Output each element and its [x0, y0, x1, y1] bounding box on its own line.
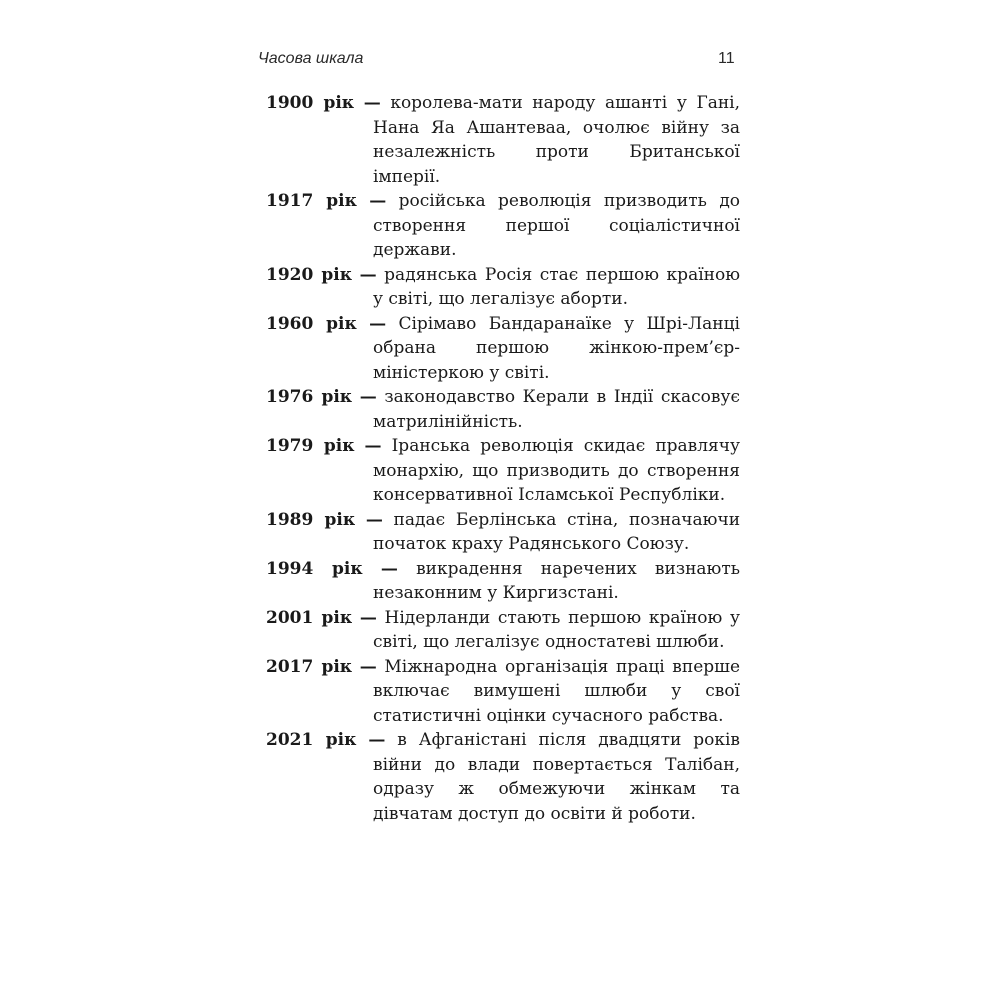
timeline-text: падає Берлінська стіна, позначаючи початок краху Радянського Союзу. — [373, 509, 741, 554]
timeline-year: 2001 рік — [266, 607, 353, 628]
timeline-year: 2021 рік — [266, 730, 357, 750]
running-head: Часова шкала — [258, 50, 364, 67]
timeline-year: 1917 рік — [266, 191, 357, 211]
timeline-dash: — — [369, 313, 387, 334]
timeline-entry — [266, 655, 740, 729]
timeline-text: викрадення наречених визнають незаконним у Киргизстані. — [373, 558, 741, 603]
timeline-text: російська революція призводить до створення першої соціалістичної держави. — [373, 191, 741, 260]
timeline-text: Нідерланди стають першою країною у світі, що легалізує одностатеві шлюби. — [373, 607, 741, 652]
timeline-dash: — — [369, 191, 387, 211]
timeline-entry — [266, 434, 740, 508]
timeline-entry — [266, 728, 740, 826]
timeline-year: 1976 рік — [266, 387, 353, 407]
timeline-dash: — — [359, 264, 377, 285]
timeline-entry — [266, 606, 740, 655]
timeline-entry — [266, 385, 740, 434]
timeline-year: 2017 рік — [266, 656, 353, 677]
timeline-year: 1900 рік — [266, 93, 355, 113]
timeline-text: радянська Росія стає першою країною у світі, що легалізує аборти. — [373, 264, 741, 309]
timeline-dash: — — [364, 436, 382, 456]
timeline-dash: — — [380, 558, 398, 579]
timeline-entry — [266, 557, 740, 606]
timeline-dash: — — [363, 93, 381, 113]
timeline-dash: — — [368, 730, 386, 750]
timeline-year: 1994 рік — [266, 558, 363, 579]
timeline-dash: — — [359, 387, 377, 407]
timeline-year: 1920 рік — [266, 264, 353, 285]
timeline-list — [266, 91, 740, 826]
timeline-entry — [266, 263, 740, 312]
timeline-dash: — — [365, 509, 383, 530]
timeline-text: Сірімаво Бандаранаїке у Шрі-Ланці обрана першою жінкою-прем’єр-міністеркою у світі. — [373, 313, 740, 383]
timeline-dash: — — [359, 656, 377, 677]
timeline-year: 1979 рік — [266, 436, 355, 456]
timeline-entry — [266, 508, 740, 557]
timeline-entry — [266, 312, 740, 386]
timeline-text: королева-мати народу ашанті у Гані, Нана Яа Ашантеваа, очолює війну за незалежність проти Британської імперії. — [373, 93, 741, 187]
timeline-entry — [266, 189, 740, 263]
timeline-year: 1960 рік — [266, 313, 357, 334]
page-number: 11 — [718, 50, 735, 67]
timeline-text: Іранська революція скидає правлячу монархію, що призводить до створення консервативної Ісламської Республіки. — [373, 436, 741, 505]
timeline-year: 1989 рік — [266, 509, 356, 530]
timeline-text: в Афганістані після двадцяти років війни до влади повертається Талібан, одразу ж обмежуючи жінкам та дівчатам доступ до освіти й роботи. — [373, 730, 740, 824]
timeline-entry — [266, 91, 740, 189]
timeline-dash: — — [359, 607, 377, 628]
timeline-text: законодавство Керали в Індії скасовує матрилінійність. — [373, 387, 741, 432]
timeline-text: Міжнародна організація праці вперше включає вимушені шлюби у свої статистичні оцінки сучасного рабства. — [373, 656, 741, 726]
